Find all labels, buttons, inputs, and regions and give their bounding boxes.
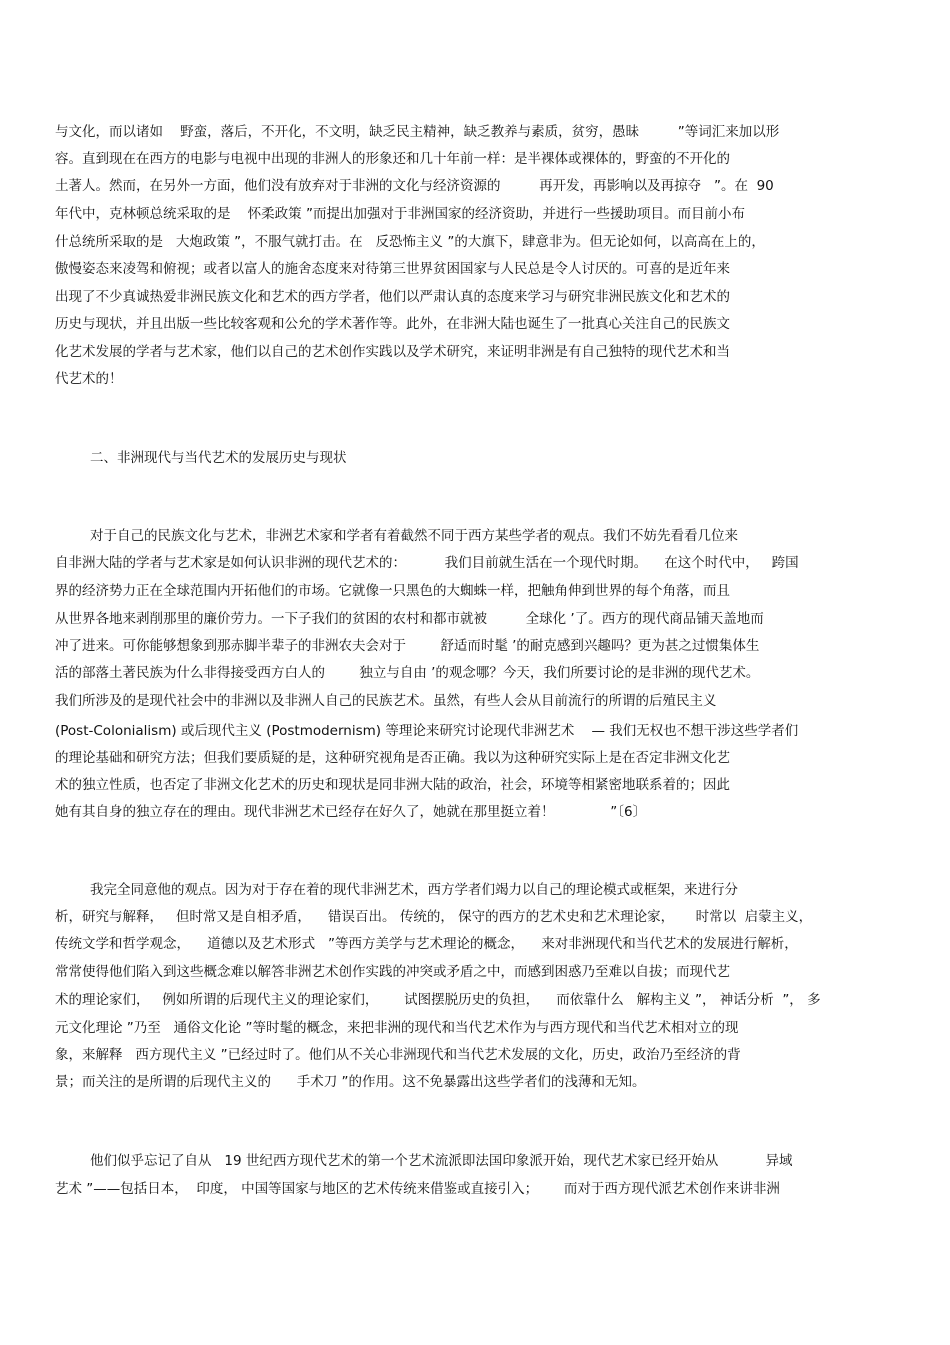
text-line: 他们似乎忘记了自从 19 世纪西方现代艺术的第一个艺术流派即法国印象派开始，现代艺术家已经开始从 异域 <box>90 1153 793 1169</box>
text-line: 术的理论家们， 例如所谓的后现代主义的理论家们， 试图摆脱历史的负担， 而依靠什么 解构主义 ”， 神话分析 ”， 多 <box>55 992 821 1008</box>
text-line: 出现了不少真诚热爱非洲民族文化和艺术的西方学者，他们以严肃认真的态度来学习与研究非洲民族文化和艺术的 <box>55 289 730 305</box>
text-line: 她有其自身的独立存在的理由。现代非洲艺术已经存在好久了，她就在那里挺立着！ ”〔6〕 <box>55 804 647 820</box>
text-line: 术的独立性质，也否定了非洲文化艺术的历史和现状是同非洲大陆的政治，社会，环境等相紧密地联系着的；因此 <box>55 777 730 793</box>
text-line: 化艺术发展的学者与艺术家，他们以自己的艺术创作实践以及学术研究，来证明非洲是有自己独特的现代艺术和当 <box>55 344 730 360</box>
text-line: 对于自己的民族文化与艺术，非洲艺术家和学者有着截然不同于西方某些学者的观点。我们不妨先看看几位来 <box>90 528 738 544</box>
text-line: 活的部落土著民族为什么非得接受西方白人的 独立与自由 ’的观念哪？今天，我们所要讨论的是非洲的现代艺术。 <box>55 665 760 681</box>
text-line: 冲了进来。可你能够想象到那赤脚半辈子的非洲农夫会对于 舒适而时髦 ’的耐克感到兴趣吗？更为甚之过惯集体生 <box>55 638 760 654</box>
text-line: 与文化，而以诸如 野蛮，落后，不开化，不文明，缺乏民主精神，缺乏教养与素质，贫穷，愚昧 ”等词汇来加以形 <box>55 124 780 140</box>
text-line: (Post-Colonialism) 或后现代主义 (Postmodernism) 等理论来研究讨论现代非洲艺术 — 我们无权也不想干涉这些学者们 <box>55 723 799 739</box>
text-line: 象，来解释 西方现代主义 ”已经过时了。他们从不关心非洲现代和当代艺术发展的文化，历史，政治乃至经济的背 <box>55 1047 741 1063</box>
text-line: 艺术 ”——包括日本， 印度， 中国等国家与地区的艺术传统来借鉴或直接引入； 而对于西方现代派艺术创作来讲非洲 <box>55 1181 780 1197</box>
text-line: 傲慢姿态来凌驾和俯视；或者以富人的施舍态度来对待第三世界贫困国家与人民总是令人讨厌的。可喜的是近年来 <box>55 261 730 277</box>
text-line: 景；而关注的是所谓的后现代主义的 手术刀 ”的作用。这不免暴露出这些学者们的浅薄和无知。 <box>55 1074 646 1090</box>
text-line: 我完全同意他的观点。因为对于存在着的现代非洲艺术，西方学者们竭力以自己的理论模式或框架，来进行分 <box>90 882 738 898</box>
text-line: 代艺术的！ <box>55 371 123 387</box>
text-line: 容。直到现在在西方的电影与电视中出现的非洲人的形象还和几十年前一样：是半裸体或裸体的，野蛮的不开化的 <box>55 151 730 167</box>
text-line: 土著人。然而，在另外一方面，他们没有放弃对于非洲的文化与经济资源的 再开发，再影响以及再掠夺 ”。在 90 <box>55 178 774 194</box>
text-line: 我们所涉及的是现代社会中的非洲以及非洲人自己的民族艺术。虽然，有些人会从目前流行的所谓的后殖民主义 <box>55 693 717 709</box>
text-line: 元文化理论 ”乃至 通俗文化论 ”等时髦的概念，来把非洲的现代和当代艺术作为与西方现代和当代艺术相对立的现 <box>55 1020 739 1036</box>
section-heading: 二、非洲现代与当代艺术的发展历史与现状 <box>90 450 347 466</box>
text-line: 什总统所采取的是 大炮政策 ”，不服气就打击。在 反恐怖主义 ”的大旗下，肆意非为。但无论如何，以高高在上的， <box>55 234 765 250</box>
text-line: 界的经济势力正在全球范围内开拓他们的市场。它就像一只黑色的大蜘蛛一样，把触角伸到世界的每个角落，而且 <box>55 583 730 599</box>
text-line: 年代中，克林顿总统采取的是 怀柔政策 ”而提出加强对于非洲国家的经济资助，并进行一些援助项目。而目前小布 <box>55 206 745 222</box>
text-line: 传统文学和哲学观念， 道德以及艺术形式 ”等西方美学与艺术理论的概念， 来对非洲现代和当代艺术的发展进行解析， <box>55 936 798 952</box>
text-line: 的理论基础和研究方法；但我们要质疑的是，这种研究视角是否正确。我以为这种研究实际上是在否定非洲文化艺 <box>55 750 730 766</box>
text-line: 从世界各地来剥削那里的廉价劳力。一下子我们的贫困的农村和都市就被 全球化 ’了。西方的现代商品铺天盖地而 <box>55 611 764 627</box>
text-line: 析，研究与解释， 但时常又是自相矛盾， 错误百出。 传统的， 保守的西方的艺术史和艺术理论家， 时常以 启蒙主义， <box>55 909 813 925</box>
text-line: 自非洲大陆的学者与艺术家是如何认识非洲的现代艺术的： 我们目前就生活在一个现代时期。 在这个时代中， 跨国 <box>55 555 799 571</box>
text-line: 常常使得他们陷入到这些概念难以解答非洲艺术创作实践的冲突或矛盾之中，而感到困惑乃至难以自拔；而现代艺 <box>55 964 730 980</box>
text-line: 历史与现状，并且出版一些比较客观和公允的学术著作等。此外，在非洲大陆也诞生了一批真心关注自己的民族文 <box>55 316 730 332</box>
